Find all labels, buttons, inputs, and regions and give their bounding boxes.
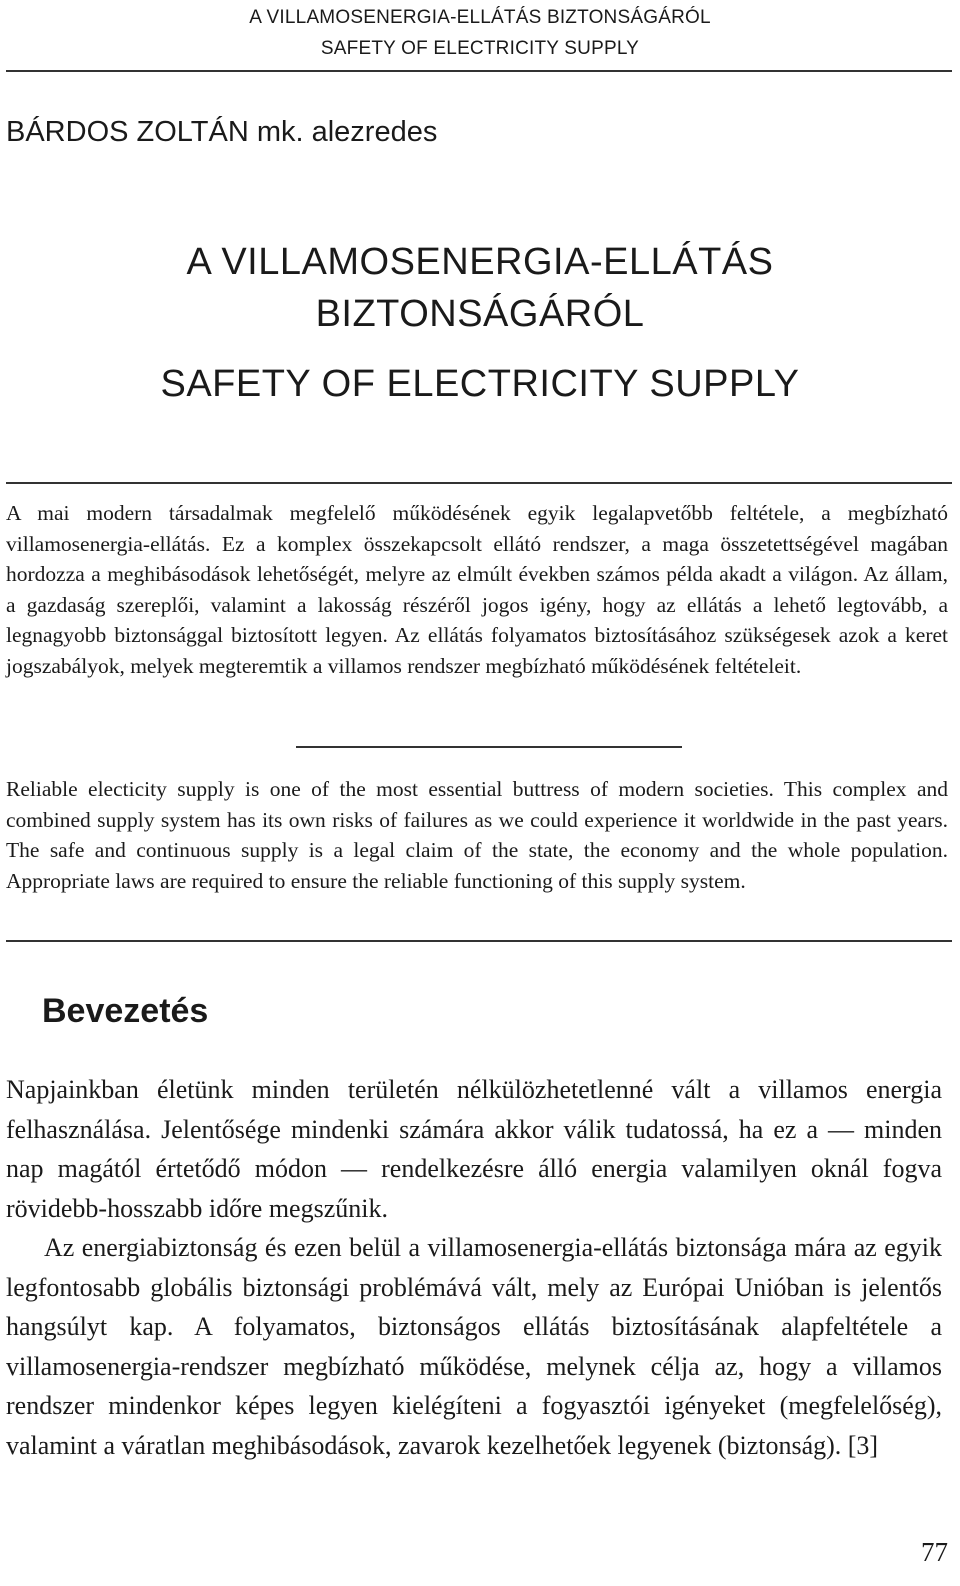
abstract-bottom-rule [6,940,952,942]
running-header-title-hu: A VILLAMOSENERGIA-ELLÁTÁS BIZTONSÁGÁRÓL [249,7,711,28]
article-title-english: SAFETY OF ELECTRICITY SUPPLY [160,363,800,405]
page-number: 77 [921,1537,948,1567]
running-header-title-en: SAFETY OF ELECTRICITY SUPPLY [320,38,640,59]
article-title-line-2: BIZTONSÁGÁRÓL [315,293,645,335]
section-heading: Bevezetés [42,992,209,1030]
running-header [0,2,960,64]
author-line: BÁRDOS ZOLTÁN mk. alezredes [6,116,438,148]
abstract-top-rule [6,482,952,484]
abstract-english: Reliable electicity supply is one of the most essential buttress of modern societies. This complex and combined supply system has its own risks of failures as we could experience it worldwide in the past years. The safe and continuous supply is a legal claim of the state, the economy and the whole population. Appropriate laws are required to ensure the reliable functioning of this supply system. [6,777,948,894]
body-paragraph-1: Napjainkban életünk minden területén nélkülözhetetlenné vált a villamos energia felhasználása. Jelentősége mindenki számára akkor válik tudatossá, ha ez a ― minden nap magától értetődő módon ― rendelkezésre álló energia valamilyen oknál fogva rövidebb-hosszabb időre megszűnik. [6,1075,942,1223]
article-title [0,236,960,340]
article-title-line-1: A VILLAMOSENERGIA-ELLÁTÁS [186,241,774,283]
abstract-hungarian: A mai modern társadalmak megfelelő működésének egyik legalapvetőbb feltétele, a megbízható villamosenergia-ellátás. Ez a komplex összekapcsolt ellátó rendszer, a maga összetettségével magában hordozza a meghibásodások lehetőségét, melyre az elmúlt években számos példa akadt a világon. Az állam, a gazdaság szereplői, valamint a lakosság részéről jogos igény, hogy az ellátás a lehető legtovább, a legnagyobb biztonsággal biztosított legyen. Az ellátás folyamatos biztosításához szükségesek azok a keret jogszabályok, melyek megteremtik a villamos rendszer megbízható működésének feltételeit. [6,501,948,678]
header-rule [6,70,952,72]
body-paragraph-2: Az energiabiztonság és ezen belül a villamosenergia-ellátás biztonsága mára az egyik legfontosabb globális biztonsági problémává vált, mely az Európai Unióban is jelentős hangsúlyt kap. A folyamatos, biztonságos ellátás biztosításának alapfeltétele a villamosenergia-rendszer megbízható működése, melynek célja az, hogy a villamos rendszer mindenkor képes legyen kielégíteni a fogyasztói igényeket (megfelelőség), valamint a váratlan meghibásodások, zavarok kezelhetőek legyenek (biztonság). [3] [6,1233,942,1460]
section-body [6,1070,942,1465]
abstract-separator [296,746,682,748]
